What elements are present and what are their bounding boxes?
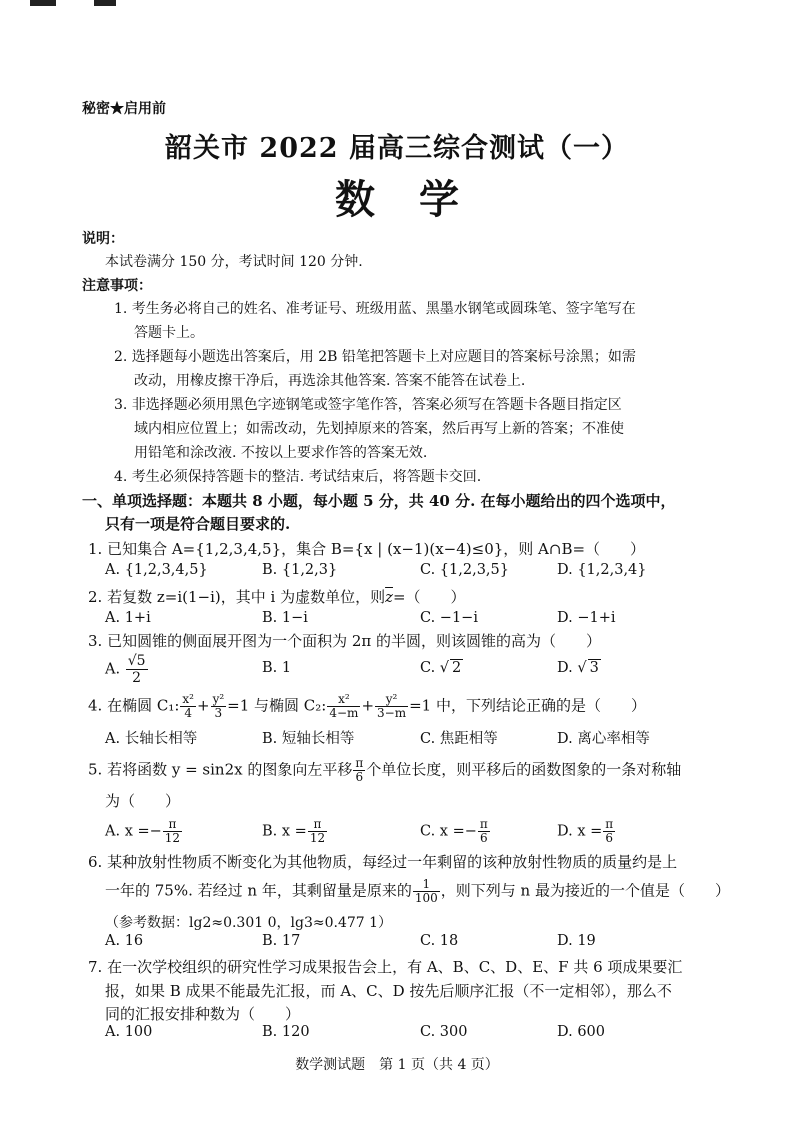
note-item: 4. 考生必须保持答题卡的整洁. 考试结束后，将答题卡交回.: [114, 469, 482, 485]
fraction-numerator: x²: [327, 693, 360, 707]
note-item: 3. 非选择题必须用黑色字迹钢笔或签字笔作答，答案必须写在答题卡各题目指定区: [114, 397, 622, 413]
q2-option-c: C. −1−i: [420, 610, 478, 626]
q5-option-d-fraction: [603, 818, 615, 845]
q5-option-d-label: D. x =: [557, 823, 603, 840]
q7-option-a: A. 100: [105, 1024, 153, 1040]
q2-option-d: D. −1+i: [557, 610, 616, 626]
fraction-numerator: y²: [212, 692, 225, 706]
q2-option-a: A. 1+i: [105, 610, 151, 626]
q3-option-d-label: D.: [557, 660, 573, 676]
q2-conjugate-z: $\overline{z}$: [385, 588, 393, 606]
fraction-numerator: π: [479, 817, 488, 831]
q5-option-c-fraction: [478, 818, 490, 845]
q3-option-a-label: A.: [105, 661, 121, 678]
q1-option-a: A. {1,2,3,4,5}: [105, 562, 208, 578]
q3-option-b: B. 1: [262, 660, 292, 676]
scan-mark-left: [30, 0, 56, 6]
secret-label: 秘密★启用前: [82, 101, 166, 117]
q2-option-b: B. 1−i: [262, 610, 308, 626]
question-6-stem: 6. 某种放射性物质不断变化为其他物质，每经过一年剩留的该种放射性物质的质量约是上: [88, 853, 678, 871]
note-item: 2. 选择题每小题选出答案后，用 2B 铅笔把答题卡上对应题目的答案标号涂黑；如需: [114, 349, 636, 365]
fraction-denominator: 3−m: [377, 706, 407, 720]
q4-fraction: [375, 693, 408, 720]
fraction-denominator: 6: [355, 770, 364, 784]
q4-plus-1: +: [196, 696, 210, 715]
fraction-numerator: π: [163, 818, 182, 832]
q3-option-c-label: C.: [420, 660, 436, 676]
section-heading-cont: 只有一项是符合题目要求的.: [105, 515, 291, 533]
question-4-stem: [88, 693, 646, 720]
fraction-denominator: 6: [480, 831, 488, 845]
q6-part-b: ，则下列与 n 最为接近的一个值是（ ）: [440, 881, 730, 900]
question-5-stem: [88, 757, 681, 784]
question-1-stem: 1. 已知集合 A={1,2,3,4,5}，集合 B={x | (x−1)(x−4)≤0}，则 A∩B=（ ）: [88, 540, 646, 558]
note-item: 答题卡上。: [134, 325, 204, 341]
q3-option-c-radicand: 2: [452, 660, 462, 676]
scan-mark-right: [94, 0, 116, 6]
q5-option-c: [420, 818, 491, 845]
q5-option-b-label: B. x =: [262, 823, 307, 840]
q6-option-b: B. 17: [262, 933, 301, 949]
q5-part-1: 5. 若将函数 y = sin2x 的图象向左平移: [88, 760, 353, 779]
q3-option-a: [105, 653, 149, 686]
q6-fraction: [413, 878, 440, 905]
question-6-stem-cont: [105, 878, 730, 905]
fraction-denominator: 12: [164, 831, 181, 845]
q5-option-b: [262, 818, 328, 845]
exam-title: 韶关市 2022 届高三综合测试（一）: [165, 133, 629, 164]
q5-option-a-label: A. x =−: [105, 823, 162, 840]
q2-stem-b: =（ ）: [392, 588, 466, 606]
fraction-denominator: 12: [309, 831, 326, 845]
fraction-denominator: 6: [605, 831, 614, 845]
note-item: 用铅笔和涂改液. 不按以上要求作答的答案无效.: [134, 445, 428, 461]
fraction-numerator: π: [355, 756, 364, 770]
q2-stem-a: 2. 若复数 z=i(1−i)，其中 i 为虚数单位，则: [88, 588, 386, 606]
q6-option-c: C. 18: [420, 933, 459, 949]
q4-fraction: [327, 693, 360, 720]
q4-option-b: B. 短轴长相等: [262, 731, 355, 747]
explain-heading: 说明：: [82, 231, 124, 247]
q4-fraction: [180, 693, 196, 720]
q5-option-a: [105, 818, 183, 845]
q1-option-d: D. {1,2,3,4}: [557, 562, 647, 578]
fraction-denominator: 2: [132, 670, 142, 686]
question-2-stem: [88, 586, 466, 607]
q7-option-d: D. 600: [557, 1024, 606, 1040]
page-footer: 数学测试题 第 1 页（共 4 页）: [295, 1057, 499, 1073]
q3-option-c: C. √ 2: [420, 660, 462, 676]
question-5-stem-cont: 为（ ）: [105, 792, 181, 810]
q6-reference-data: （参考数据：lg2≈0.301 0，lg3≈0.477 1）: [105, 915, 393, 931]
q4-part-3: =1 中，下列结论正确的是（ ）: [409, 696, 646, 715]
note-item: 1. 考生务必将自己的姓名、准考证号、班级用蓝、黑墨水钢笔或圆珠笔、签字笔写在: [114, 301, 636, 317]
q5-part-2: 个单位长度，则平移后的函数图象的一条对称轴: [366, 760, 682, 779]
fraction-numerator: π: [308, 818, 327, 832]
attention-heading: 注意事项：: [82, 278, 152, 294]
q4-fraction: [211, 693, 227, 720]
question-7-stem-cont: 同的汇报安排种数为（ ）: [105, 1005, 301, 1023]
fraction-numerator: π: [605, 817, 614, 831]
fraction-numerator: y²: [375, 693, 408, 707]
q4-option-a: A. 长轴长相等: [105, 731, 198, 747]
fraction-denominator: 3: [214, 706, 223, 720]
q5-option-a-fraction: [163, 818, 182, 845]
note-item: 域内相应位置上；如需改动，先划掉原来的答案，然后再写上新的答案；不准使: [134, 421, 624, 437]
fraction-denominator: 4: [184, 706, 193, 720]
q7-option-c: C. 300: [420, 1024, 468, 1040]
q5-option-b-fraction: [308, 818, 327, 845]
q4-part-1: 4. 在椭圆 C₁:: [88, 696, 180, 715]
q6-option-d: D. 19: [557, 933, 596, 949]
fraction-denominator: 4−m: [329, 706, 359, 720]
q3-option-d: D. √ 3: [557, 660, 599, 676]
q3-option-a-fraction: [126, 653, 148, 686]
note-item: 改动，用橡皮擦干净后，再选涂其他答案. 答案不能答在试卷上.: [134, 373, 526, 389]
q5-option-d: [557, 818, 616, 845]
q3-option-d-radicand: 3: [589, 660, 599, 676]
q1-option-c: C. {1,2,3,5}: [420, 562, 509, 578]
q6-option-a: A. 16: [105, 933, 144, 949]
section-heading: 一、单项选择题：本题共 8 小题，每小题 5 分，共 40 分. 在每小题给出的四个选项中，: [82, 492, 676, 510]
q5-option-c-label: C. x =−: [420, 823, 477, 840]
subject-title: 数学: [335, 176, 503, 223]
q7-option-b: B. 120: [262, 1024, 310, 1040]
q5-fraction: [353, 757, 365, 784]
question-3-stem: 3. 已知圆锥的侧面展开图为一个面积为 2π 的半圆，则该圆锥的高为（ ）: [88, 632, 602, 650]
q1-option-b: B. {1,2,3}: [262, 562, 338, 578]
fraction-numerator: x²: [182, 692, 194, 706]
fraction-numerator: √5: [127, 653, 146, 669]
q6-part-a: 一年的 75%. 若经过 n 年，其剩留量是原来的: [105, 881, 412, 900]
question-7-stem-cont: 报，如果 B 成果不能最先汇报，而 A、C、D 按先后顺序汇报（不一定相邻），那么不: [105, 982, 672, 1000]
q4-part-2: =1 与椭圆 C₂:: [227, 696, 327, 715]
q4-option-d: D. 离心率相等: [557, 731, 650, 747]
explain-text: 本试卷满分 150 分，考试时间 120 分钟.: [105, 254, 363, 270]
fraction-denominator: 100: [414, 891, 438, 905]
fraction-numerator: 1: [413, 878, 440, 892]
q4-option-c: C. 焦距相等: [420, 731, 498, 747]
q4-plus-2: +: [361, 696, 375, 715]
question-7-stem: 7. 在一次学校组织的研究性学习成果报告会上，有 A、B、C、D、E、F 共 6 项成果要汇: [88, 958, 683, 976]
